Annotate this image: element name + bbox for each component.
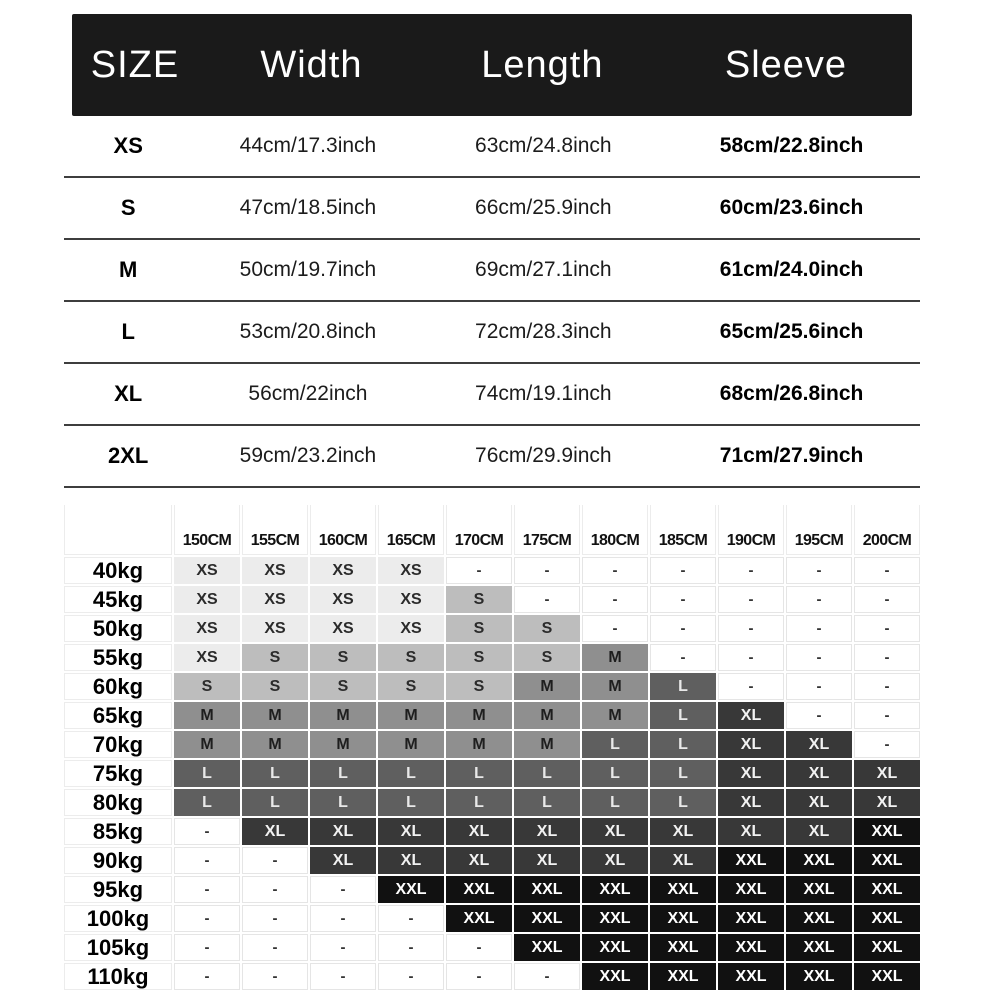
fit-matrix-cell: - [446, 934, 512, 961]
fit-matrix-cell: - [378, 963, 444, 990]
weight-label-cell: 70kg [64, 731, 172, 758]
fit-matrix-cell: - [174, 847, 240, 874]
fit-matrix-cell: - [718, 557, 784, 584]
fit-matrix-cell: M [378, 731, 444, 758]
fit-matrix-cell: S [446, 615, 512, 642]
length-value-cell: 74cm/19.1inch [475, 382, 612, 405]
fit-matrix-cell: S [514, 644, 580, 671]
fit-matrix-cell: XL [650, 818, 716, 845]
fit-matrix-cell: XXL [854, 905, 920, 932]
fit-matrix-cell: M [446, 702, 512, 729]
sleeve-value-cell: 68cm/26.8inch [719, 382, 864, 405]
weight-label-cell: 60kg [64, 673, 172, 700]
fit-matrix-cell: XS [174, 615, 240, 642]
fit-matrix-cell: - [854, 731, 920, 758]
fit-matrix-cell: - [718, 673, 784, 700]
height-header-cell: 195CM [786, 505, 852, 555]
size-table-row [64, 364, 920, 426]
fit-matrix-cell: XXL [786, 963, 852, 990]
fit-matrix-cell: - [786, 644, 852, 671]
length-value-cell: 69cm/27.1inch [475, 258, 612, 281]
weight-label-cell: 40kg [64, 557, 172, 584]
width-value-cell: 59cm/23.2inch [239, 444, 377, 467]
fit-matrix-cell: S [242, 673, 308, 700]
fit-matrix-cell: - [786, 673, 852, 700]
fit-matrix-cell: XXL [718, 847, 784, 874]
fit-matrix-cell: - [718, 615, 784, 642]
fit-matrix-cell: - [514, 586, 580, 613]
fit-matrix-cell: L [650, 702, 716, 729]
fit-matrix-cell: - [718, 644, 784, 671]
fit-matrix-cell: XXL [718, 963, 784, 990]
fit-matrix-cell: XXL [854, 963, 920, 990]
width-value-cell: 47cm/18.5inch [239, 196, 377, 219]
weight-label-cell: 100kg [64, 905, 172, 932]
fit-matrix-cell: XXL [650, 934, 716, 961]
size-label-cell: L [121, 319, 135, 344]
height-header-cell: 170CM [446, 505, 512, 555]
fit-matrix-cell: XL [854, 760, 920, 787]
fit-matrix-cell: S [378, 644, 444, 671]
fit-matrix-cell: M [514, 673, 580, 700]
fit-matrix-cell: L [514, 789, 580, 816]
fit-matrix-cell: XXL [446, 905, 512, 932]
fit-matrix-cell: XL [718, 702, 784, 729]
height-header-cell: 185CM [650, 505, 716, 555]
fit-matrix-cell: XL [514, 818, 580, 845]
fit-matrix-cell: XS [378, 615, 444, 642]
fit-matrix-cell: - [854, 557, 920, 584]
fit-matrix-cell: S [310, 673, 376, 700]
fit-matrix-cell: XXL [650, 963, 716, 990]
fit-matrix-cell: XL [718, 731, 784, 758]
fit-matrix-cell: XXL [718, 905, 784, 932]
fit-matrix-cell: XXL [718, 876, 784, 903]
fit-matrix-cell: S [446, 673, 512, 700]
fit-matrix-cell: M [378, 702, 444, 729]
fit-matrix-cell: XXL [854, 934, 920, 961]
fit-matrix-cell: XL [786, 818, 852, 845]
fit-matrix-cell: L [650, 760, 716, 787]
fit-matrix-cell: - [650, 586, 716, 613]
fit-matrix-cell: M [582, 673, 648, 700]
fit-matrix-cell: - [854, 586, 920, 613]
fit-matrix-cell: XL [718, 789, 784, 816]
height-header-cell: 160CM [310, 505, 376, 555]
fit-matrix-cell: XXL [378, 876, 444, 903]
fit-matrix-cell: XL [310, 847, 376, 874]
fit-matrix-cell: XXL [514, 934, 580, 961]
fit-matrix-cell: - [718, 586, 784, 613]
column-header-width: Width [260, 43, 363, 86]
fit-matrix-cell: XS [242, 586, 308, 613]
fit-matrix-cell: L [378, 789, 444, 816]
fit-matrix-cell: XL [310, 818, 376, 845]
fit-matrix-cell: - [854, 702, 920, 729]
fit-matrix-cell: - [786, 702, 852, 729]
fit-matrix-cell: - [582, 557, 648, 584]
fit-matrix-cell: - [242, 876, 308, 903]
matrix-corner-cell [64, 505, 172, 555]
size-table-header [72, 14, 912, 116]
size-table-row [64, 178, 920, 240]
fit-matrix-cell: XL [650, 847, 716, 874]
fit-matrix-cell: - [786, 615, 852, 642]
fit-matrix-cell: XL [718, 818, 784, 845]
length-value-cell: 66cm/25.9inch [475, 196, 612, 219]
length-value-cell: 63cm/24.8inch [475, 134, 612, 157]
size-table-row [64, 302, 920, 364]
fit-matrix-cell: - [310, 876, 376, 903]
weight-label-cell: 80kg [64, 789, 172, 816]
weight-label-cell: 65kg [64, 702, 172, 729]
fit-matrix-cell: XL [446, 847, 512, 874]
fit-matrix-cell: - [174, 905, 240, 932]
fit-matrix-cell: - [174, 818, 240, 845]
fit-matrix-cell: XL [242, 818, 308, 845]
fit-matrix-cell: L [242, 760, 308, 787]
fit-matrix-cell: XS [242, 615, 308, 642]
width-value-cell: 50cm/19.7inch [239, 258, 377, 281]
fit-matrix-cell: XS [174, 586, 240, 613]
weight-label-cell: 90kg [64, 847, 172, 874]
length-value-cell: 72cm/28.3inch [475, 320, 612, 343]
weight-label-cell: 105kg [64, 934, 172, 961]
fit-matrix-cell: XXL [854, 818, 920, 845]
fit-matrix-cell: L [242, 789, 308, 816]
fit-matrix-cell: XS [310, 557, 376, 584]
fit-matrix-cell: - [174, 876, 240, 903]
fit-matrix-cell: XL [786, 789, 852, 816]
fit-matrix-cell: L [174, 789, 240, 816]
size-label-cell: M [119, 257, 138, 282]
fit-matrix-cell: L [310, 760, 376, 787]
fit-matrix-cell: - [242, 905, 308, 932]
size-table-row [64, 240, 920, 302]
size-label-cell: 2XL [108, 443, 149, 468]
weight-label-cell: 50kg [64, 615, 172, 642]
fit-matrix-cell: XL [786, 760, 852, 787]
size-label-cell: XL [114, 381, 143, 406]
fit-matrix-cell: XL [378, 847, 444, 874]
fit-matrix-cell: L [582, 760, 648, 787]
size-table-row [64, 116, 920, 178]
height-header-cell: 150CM [174, 505, 240, 555]
fit-matrix-cell: L [310, 789, 376, 816]
fit-matrix-cell: XL [718, 760, 784, 787]
fit-matrix-cell: XL [854, 789, 920, 816]
fit-matrix-cell: M [310, 731, 376, 758]
fit-matrix-cell: - [854, 615, 920, 642]
height-header-cell: 190CM [718, 505, 784, 555]
column-header-sleeve: Sleeve [724, 43, 848, 86]
fit-matrix-cell: XXL [786, 847, 852, 874]
fit-matrix-cell: L [446, 760, 512, 787]
fit-matrix-cell: - [378, 905, 444, 932]
size-table-body [64, 116, 920, 488]
height-header-cell: 180CM [582, 505, 648, 555]
fit-matrix-cell: - [650, 615, 716, 642]
fit-matrix-cell: - [242, 963, 308, 990]
fit-matrix-cell: - [582, 586, 648, 613]
fit-matrix-cell: - [174, 934, 240, 961]
size-table-row [64, 426, 920, 488]
fit-matrix-cell: - [650, 557, 716, 584]
sleeve-value-cell: 60cm/23.6inch [719, 196, 864, 219]
weight-label-cell: 85kg [64, 818, 172, 845]
fit-matrix-cell: XL [514, 847, 580, 874]
height-header-cell: 175CM [514, 505, 580, 555]
fit-matrix-cell: L [446, 789, 512, 816]
fit-matrix-cell: L [650, 731, 716, 758]
length-value-cell: 76cm/29.9inch [475, 444, 612, 467]
sleeve-value-cell: 61cm/24.0inch [719, 258, 864, 281]
fit-matrix-cell: XS [174, 557, 240, 584]
fit-matrix-cell: - [854, 644, 920, 671]
height-header-cell: 155CM [242, 505, 308, 555]
fit-matrix-cell: S [446, 586, 512, 613]
fit-matrix-cell: S [310, 644, 376, 671]
fit-matrix-cell: M [582, 702, 648, 729]
fit-matrix-cell: M [242, 702, 308, 729]
fit-matrix-cell: XXL [582, 876, 648, 903]
fit-matrix-cell: - [786, 586, 852, 613]
fit-matrix-cell: XS [378, 586, 444, 613]
height-header-cell: 200CM [854, 505, 920, 555]
fit-matrix-cell: XXL [514, 876, 580, 903]
fit-matrix-cell: XXL [582, 963, 648, 990]
fit-matrix-cell: L [582, 731, 648, 758]
fit-matrix-cell: - [514, 557, 580, 584]
weight-label-cell: 110kg [64, 963, 172, 990]
fit-matrix-cell: XL [378, 818, 444, 845]
fit-matrix-cell: XS [242, 557, 308, 584]
fit-matrix-cell: - [854, 673, 920, 700]
fit-matrix-cell: M [310, 702, 376, 729]
fit-matrix-cell: XXL [786, 934, 852, 961]
fit-matrix-cell: XL [446, 818, 512, 845]
weight-label-cell: 55kg [64, 644, 172, 671]
width-value-cell: 56cm/22inch [248, 382, 368, 405]
fit-matrix-cell: XL [786, 731, 852, 758]
fit-matrix-cell: S [242, 644, 308, 671]
fit-matrix-cell: XXL [582, 934, 648, 961]
fit-matrix-cell: XL [582, 847, 648, 874]
fit-matrix-cell: L [582, 789, 648, 816]
weight-label-cell: 45kg [64, 586, 172, 613]
fit-matrix-cell: S [378, 673, 444, 700]
fit-matrix-cell: M [174, 731, 240, 758]
fit-matrix-cell: XXL [650, 905, 716, 932]
fit-matrix-cell: S [174, 673, 240, 700]
fit-matrix-cell: - [582, 615, 648, 642]
fit-matrix-cell: - [242, 847, 308, 874]
height-header-cell: 165CM [378, 505, 444, 555]
fit-matrix-cell: XXL [786, 905, 852, 932]
fit-matrix-cell: - [446, 557, 512, 584]
fit-matrix-cell: - [650, 644, 716, 671]
fit-matrix-cell: - [310, 963, 376, 990]
fit-matrix-cell: XL [582, 818, 648, 845]
fit-matrix-cell: L [174, 760, 240, 787]
width-value-cell: 44cm/17.3inch [239, 134, 377, 157]
size-measurement-table [64, 14, 920, 488]
fit-matrix-cell: XXL [786, 876, 852, 903]
fit-matrix-cell: M [174, 702, 240, 729]
fit-matrix-cell: S [514, 615, 580, 642]
fit-matrix-cell: - [242, 934, 308, 961]
fit-matrix-cell: XS [378, 557, 444, 584]
fit-matrix-cell: S [446, 644, 512, 671]
fit-matrix-cell: M [514, 731, 580, 758]
fit-matrix-cell: M [582, 644, 648, 671]
fit-matrix-cell: XXL [854, 847, 920, 874]
fit-matrix-cell: XS [174, 644, 240, 671]
weight-label-cell: 95kg [64, 876, 172, 903]
fit-matrix-cell: L [514, 760, 580, 787]
column-header-size: SIZE [90, 43, 180, 86]
fit-matrix-cell: M [242, 731, 308, 758]
sleeve-value-cell: 58cm/22.8inch [719, 134, 864, 157]
fit-matrix-cell: L [650, 673, 716, 700]
sleeve-value-cell: 71cm/27.9inch [719, 444, 864, 467]
fit-matrix-cell: XS [310, 615, 376, 642]
fit-matrix-cell: - [378, 934, 444, 961]
fit-matrix-cell: XXL [718, 934, 784, 961]
fit-matrix-cell: XXL [854, 876, 920, 903]
fit-matrix-cell: - [446, 963, 512, 990]
fit-matrix-cell: L [650, 789, 716, 816]
height-weight-fit-matrix [64, 505, 920, 990]
fit-matrix-cell: - [786, 557, 852, 584]
fit-matrix-cell: M [514, 702, 580, 729]
fit-matrix-cell: XXL [582, 905, 648, 932]
fit-matrix-cell: M [446, 731, 512, 758]
column-header-length: Length [481, 43, 604, 86]
width-value-cell: 53cm/20.8inch [239, 320, 377, 343]
fit-matrix-cell: XS [310, 586, 376, 613]
weight-label-cell: 75kg [64, 760, 172, 787]
fit-matrix-cell: - [310, 934, 376, 961]
fit-matrix-cell: - [310, 905, 376, 932]
fit-matrix-cell: XXL [446, 876, 512, 903]
fit-matrix-cell: XXL [650, 876, 716, 903]
fit-matrix-cell: XXL [514, 905, 580, 932]
fit-matrix-cell: - [174, 963, 240, 990]
sleeve-value-cell: 65cm/25.6inch [719, 320, 864, 343]
size-label-cell: XS [113, 133, 143, 158]
size-label-cell: S [120, 195, 136, 220]
fit-matrix-cell: L [378, 760, 444, 787]
fit-matrix-cell: - [514, 963, 580, 990]
